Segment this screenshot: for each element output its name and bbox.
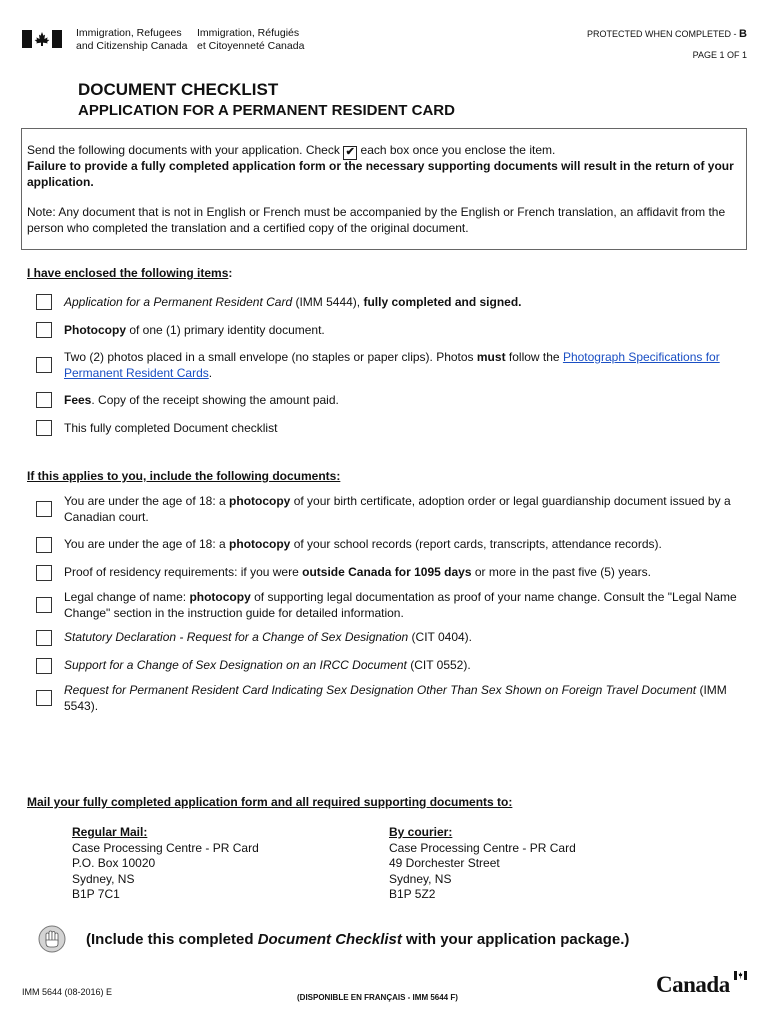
warning-text: Failure to provide a fully completed application form or the necessary supporting documents will result in the return of your application. (27, 159, 734, 189)
checkbox-document-checklist[interactable] (36, 420, 52, 436)
checkbox-imm-5543[interactable] (36, 690, 52, 706)
checkbox-birth-certificate[interactable] (36, 501, 52, 517)
list-item: Legal change of name: photocopy of supporting legal documentation as proof of your name change. Consult the "Legal Name Change" section in the instruction guide for detailed information. (64, 590, 737, 620)
checkbox-residency-proof[interactable] (36, 565, 52, 581)
final-instruction: (Include this completed Document Checklist with your application package.) (86, 931, 630, 948)
checkbox-name-change[interactable] (36, 597, 52, 613)
checkbox-identity-document[interactable] (36, 322, 52, 338)
list-item: This fully completed Document checklist (64, 421, 278, 435)
checkbox-photos[interactable] (36, 357, 52, 373)
checkbox-school-records[interactable] (36, 537, 52, 553)
list-item: Two (2) photos placed in a small envelope (no staples or paper clips). Photos must follow the Photograph Specifications for Permanent Resident Cards. (64, 350, 720, 380)
canada-wordmark: Canada (656, 972, 730, 997)
list-item: Application for a Permanent Resident Card (IMM 5444), fully completed and signed. (64, 295, 522, 309)
translation-note: Note: Any document that is not in English or French must be accompanied by the English or French translation, an affidavit from the person who completed the translation and a certified copy of the original document. (27, 205, 726, 235)
mail-heading: Mail your fully completed application form and all required supporting documents to: (27, 795, 513, 809)
courier-address: By courier: Case Processing Centre - PR Card 49 Dorchester Street Sydney, NS B1P 5Z2 (389, 825, 576, 901)
list-item: Proof of residency requirements: if you were outside Canada for 1095 days or more in the past five (5) years. (64, 565, 651, 579)
list-item: Support for a Change of Sex Designation on an IRCC Document (CIT 0552). (64, 658, 471, 672)
conditional-heading: If this applies to you, include the following documents: (27, 469, 341, 483)
checkbox-application-form[interactable] (36, 294, 52, 310)
list-item: Request for Permanent Resident Card Indicating Sex Designation Other Than Sex Shown on Foreign Travel Document (IMM 5543). (64, 683, 727, 713)
department-name-english: Immigration, Refugees and Citizenship Canada (76, 27, 188, 52)
page-title: DOCUMENT CHECKLIST (78, 80, 279, 99)
form-identifier: IMM 5644 (08-2016) E (22, 987, 113, 997)
checkmark-icon: ✔ (343, 146, 357, 160)
checkbox-cit-0552[interactable] (36, 658, 52, 674)
photo-specifications-link[interactable]: Photograph Specifications for Permanent Resident Cards (64, 350, 720, 380)
list-item: Photocopy of one (1) primary identity document. (64, 323, 325, 337)
checkbox-cit-0404[interactable] (36, 630, 52, 646)
page-subtitle: APPLICATION FOR A PERMANENT RESIDENT CARD (78, 102, 455, 119)
page-indicator: PAGE 1 OF 1 (692, 50, 747, 60)
hand-stop-icon (38, 925, 66, 953)
checkbox-fees[interactable] (36, 392, 52, 408)
list-item: Fees. Copy of the receipt showing the amount paid. (64, 393, 339, 407)
enclosed-heading: I have enclosed the following items: (27, 266, 233, 280)
department-name-french: Immigration, Réfugiés et Citoyenneté Canada (197, 27, 305, 52)
canada-flag-icon (22, 30, 62, 48)
regular-mail-address: Regular Mail: Case Processing Centre - PR Card P.O. Box 10020 Sydney, NS B1P 7C1 (72, 825, 259, 901)
list-item: You are under the age of 18: a photocopy of your birth certificate, adoption order or legal guardianship document issued by a Canadian court. (64, 494, 731, 524)
instructions-line: Send the following documents with your application. Check ✔ each box once you enclose the item. (27, 143, 556, 158)
french-version-note: (DISPONIBLE EN FRANÇAIS - IMM 5644 F) (297, 993, 458, 1002)
list-item: Statutory Declaration - Request for a Change of Sex Designation (CIT 0404). (64, 630, 473, 644)
wordmark-flag-icon (734, 971, 747, 980)
list-item: You are under the age of 18: a photocopy of your school records (report cards, transcripts, attendance records). (64, 537, 662, 551)
protected-designation: PROTECTED WHEN COMPLETED - B (587, 28, 747, 40)
